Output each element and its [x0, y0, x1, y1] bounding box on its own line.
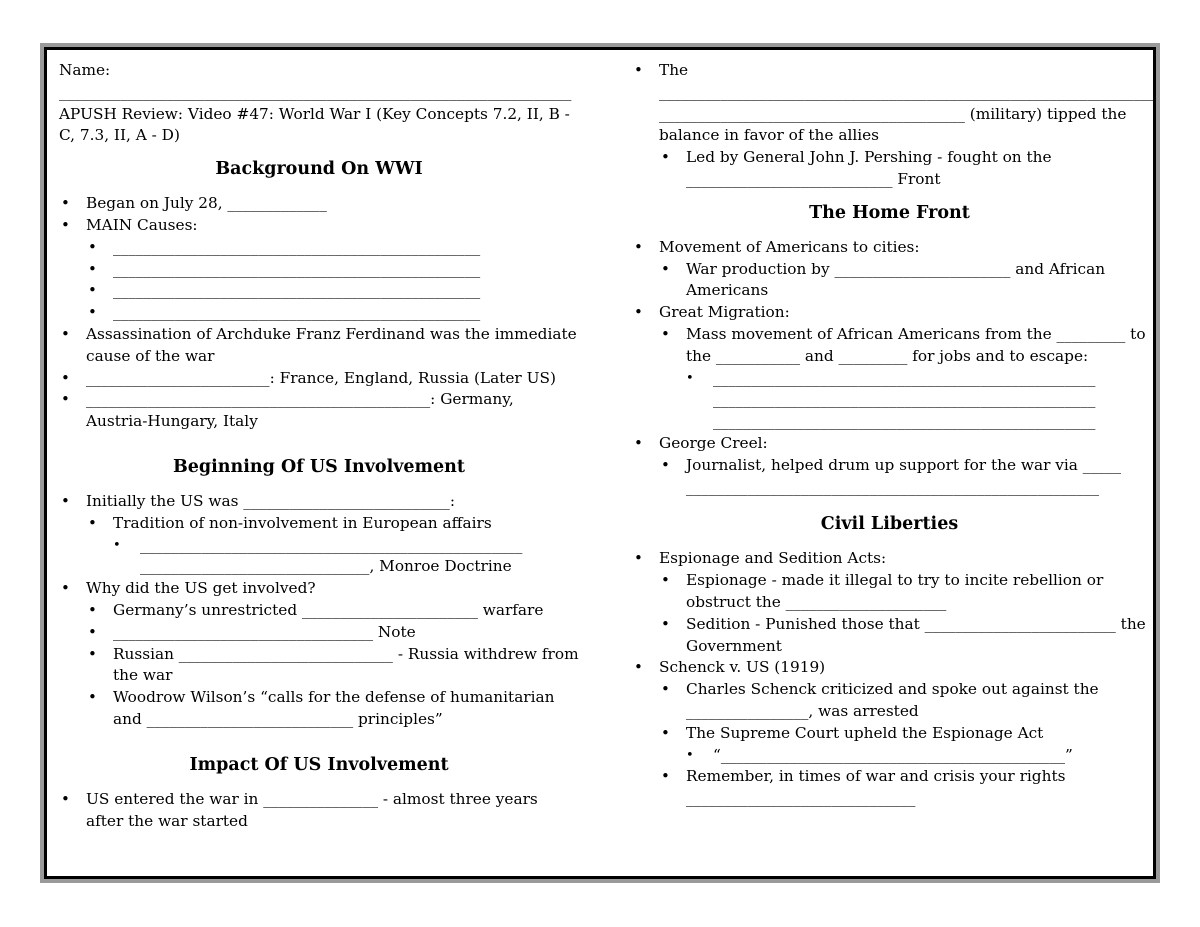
home-front-list	[632, 237, 1147, 499]
quote-blank: • “_____________________________________________”	[713, 745, 1147, 767]
migration-sublist	[659, 324, 1147, 433]
list-item	[659, 60, 1157, 191]
escape-sublist	[686, 368, 1147, 433]
cause-blank: • ________________________________________________	[113, 259, 579, 281]
list-item: • Remember, in times of war and crisis your rights ______________________________	[686, 766, 1147, 810]
reasons-sublist	[86, 600, 579, 731]
right-column	[632, 60, 1157, 810]
causes-sublist	[86, 237, 579, 324]
reason-item: • Woodrow Wilson’s “calls for the defense of humanitarian and ___________________________ principles”	[113, 687, 579, 731]
list-item: • Assassination of Archduke Franz Ferdinand was the immediate cause of the war	[86, 324, 579, 368]
list-item	[113, 513, 579, 578]
list-item: • Led by General John J. Pershing - fought on the ___________________________ Front	[686, 147, 1147, 191]
list-item: • War production by _______________________ and African Americans	[686, 259, 1147, 303]
reason-item: • Germany’s unrestricted _______________________ warfare	[113, 600, 579, 622]
list-item: • Charles Schenck criticized and spoke out against the ________________, was arrested	[686, 679, 1147, 723]
reason-item: • __________________________________ Note	[113, 622, 579, 644]
schenck-text: Schenck v. US (1919)	[659, 658, 826, 677]
list-item: • Journalist, helped drum up support for the war via _____ ______________________________________________________	[686, 455, 1147, 499]
mass-movement-text: Mass movement of African Americans from the _________ to the ___________ and _________ for jobs and to escape:	[686, 324, 1146, 365]
initially-sublist	[86, 513, 579, 578]
main-causes-label: MAIN Causes:	[86, 215, 198, 234]
impact-list	[59, 789, 579, 833]
escape-blank: __________________________________________________	[713, 390, 1096, 409]
movement-text: Movement of Americans to cities:	[659, 237, 920, 256]
list-item	[659, 433, 1147, 498]
escape-blank: • __________________________________________________	[713, 368, 1096, 387]
heading-beginning: Beginning Of US Involvement	[173, 456, 465, 477]
tradition-sublist	[113, 535, 579, 579]
list-item	[686, 324, 1147, 433]
left-column	[59, 60, 579, 832]
name-line: Name: ___________________________________________________________________	[59, 61, 572, 101]
list-item	[86, 491, 579, 578]
heading-home-front: The Home Front	[809, 202, 970, 223]
heading-impact: Impact Of US Involvement	[189, 754, 449, 775]
acts-sublist	[659, 570, 1147, 657]
why-text: Why did the US get involved?	[86, 579, 316, 598]
heading-civil-liberties: Civil Liberties	[820, 514, 959, 535]
acts-text: Espionage and Sedition Acts:	[659, 549, 887, 568]
list-item	[86, 578, 579, 731]
cause-blank: • ________________________________________________	[113, 302, 579, 324]
list-item	[686, 723, 1147, 767]
impact-cont-list	[632, 60, 1157, 191]
creel-sublist	[659, 455, 1147, 499]
creel-text: George Creel:	[659, 433, 768, 452]
tradition-blank: • __________________________________________________	[140, 535, 523, 554]
list-item: • ________________________: France, England, Russia (Later US)	[86, 368, 579, 390]
schenck-sublist	[659, 679, 1147, 810]
civil-liberties-list	[632, 548, 1147, 810]
page-frame	[40, 43, 1160, 883]
tradition-text: Tradition of non-involvement in European affairs	[113, 513, 492, 532]
movement-sublist	[659, 259, 1147, 303]
list-item: • _____________________________________________: Germany, Austria-Hungary, Italy	[86, 389, 579, 433]
great-migration-text: Great Migration:	[659, 303, 790, 322]
reason-item: • Russian ____________________________ - Russia withdrew from the war	[113, 644, 579, 688]
cause-blank: • ________________________________________________	[113, 237, 579, 259]
list-item: • US entered the war in _______________ - almost three years after the war started	[86, 789, 579, 833]
list-item	[659, 657, 1147, 810]
list-item	[86, 215, 579, 324]
aef-text: The _________________________________________________________________ ________________________________________ (military) tipped the balance in favor of the allies	[659, 61, 1157, 145]
supreme-text: The Supreme Court upheld the Espionage Act	[686, 723, 1044, 742]
tradition-blank: ______________________________, Monroe Doctrine	[140, 557, 512, 576]
beginning-list	[59, 491, 579, 731]
list-item: • Espionage - made it illegal to try to incite rebellion or obstruct the _____________________	[686, 570, 1147, 614]
heading-background: Background On WWI	[215, 159, 423, 180]
worksheet-page	[44, 47, 1156, 879]
list-item	[659, 548, 1147, 657]
background-list	[59, 193, 579, 433]
quote-sublist	[686, 745, 1147, 767]
initially-text: Initially the US was ___________________________:	[86, 491, 455, 510]
list-item	[713, 368, 1147, 433]
list-item	[659, 237, 1147, 302]
list-item: • Sedition - Punished those that _________________________ the Government	[686, 614, 1147, 658]
list-item	[659, 302, 1147, 433]
list-item	[140, 535, 579, 579]
aef-sublist	[659, 147, 1147, 191]
escape-blank: __________________________________________________	[713, 412, 1096, 431]
list-item: • Began on July 28, _____________	[86, 193, 579, 215]
worksheet-title: APUSH Review: Video #47: World War I (Key Concepts 7.2, II, B - C, 7.3, II, A - D)	[59, 104, 570, 145]
cause-blank: • ________________________________________________	[113, 280, 579, 302]
